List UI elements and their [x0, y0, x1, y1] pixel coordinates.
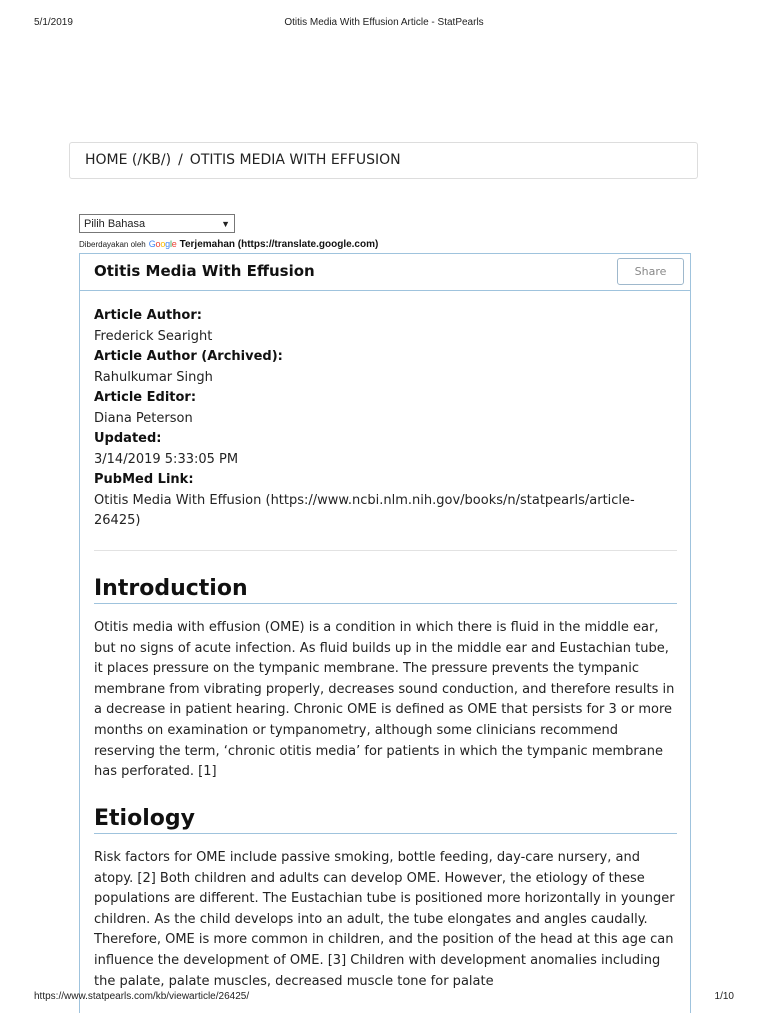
pubmed-label: PubMed Link: — [94, 472, 194, 487]
article-meta — [94, 306, 677, 532]
powered-by-label: Diberdayakan oleh — [79, 239, 146, 249]
breadcrumb-separator: / — [178, 152, 183, 168]
updated-label: Updated: — [94, 431, 162, 446]
print-url: https://www.statpearls.com/kb/viewarticle/26425/ — [34, 991, 250, 1002]
language-select[interactable] — [79, 214, 235, 233]
meta-divider — [94, 550, 677, 551]
archived-author-label: Article Author (Archived): — [94, 349, 283, 364]
print-date: 5/1/2019 — [34, 17, 73, 28]
archived-author-value: Rahulkumar Singh — [94, 369, 213, 385]
print-page-title: Otitis Media With Effusion Article - StatPearls — [284, 17, 484, 28]
breadcrumb-current: OTITIS MEDIA WITH EFFUSION — [189, 152, 401, 168]
breadcrumb-home-link[interactable]: HOME (/KB/) — [85, 152, 172, 168]
author-label: Article Author: — [94, 308, 202, 323]
etiology-text: Risk factors for OME include passive smoking, bottle feeding, day-care nursery, and atopy. [2] Both children and adults can develop OME. However, the etiology of these populations are different. The Eustachian tube is positioned more horizontally in younger children. As the child develops into an adult, the tube elongates and angles caudally. Therefore, OME is more common in children, and the position of the head at this age can influence the development of OME. [3] Children with development anomalies including the palate, palate muscles, decreased muscle tone for palate — [94, 850, 675, 989]
breadcrumb — [69, 142, 698, 179]
introduction-heading: Introduction — [94, 576, 677, 604]
article-title: Otitis Media With Effusion — [94, 262, 315, 280]
chevron-down-icon: ▼ — [221, 218, 230, 229]
article-body — [94, 306, 677, 989]
share-button[interactable]: Share — [617, 258, 684, 285]
google-translate-attribution — [79, 238, 378, 250]
pubmed-link[interactable]: Otitis Media With Effusion (https://www.ncbi.nlm.nih.gov/books/n/statpearls/article-26425) — [94, 492, 635, 528]
translate-link[interactable]: Terjemahan (https://translate.google.com) — [179, 238, 379, 250]
print-footer — [0, 991, 768, 1005]
etiology-heading: Etiology — [94, 806, 677, 834]
article-panel — [79, 253, 691, 1013]
introduction-text: Otitis media with effusion (OME) is a condition in which there is fluid in the middle ear, but no signs of acute infection. As fluid builds up in the middle ear and Eustachian tube, it places pressure on the tympanic membrane. The pressure prevents the tympanic membrane from vibrating properly, decreases sound conduction, and therefore results in a decrease in patient hearing. Chronic OME is defined as OME that persists for 3 or more months on examination or tympanometry, although some clinicians recommend reserving the term, ‘chronic otitis media’ for patients in which the tympanic membrane has perforated. [1] — [94, 620, 675, 780]
author-value: Frederick Searight — [94, 328, 213, 344]
article-panel-heading — [80, 254, 690, 291]
editor-value: Diana Peterson — [94, 410, 193, 426]
editor-label: Article Editor: — [94, 390, 197, 405]
language-select-value: Pilih Bahasa — [84, 217, 146, 230]
print-page-number: 1/10 — [714, 991, 734, 1002]
updated-value: 3/14/2019 5:33:05 PM — [94, 451, 239, 467]
print-header — [0, 17, 768, 31]
google-logo-icon: Google — [148, 239, 177, 249]
